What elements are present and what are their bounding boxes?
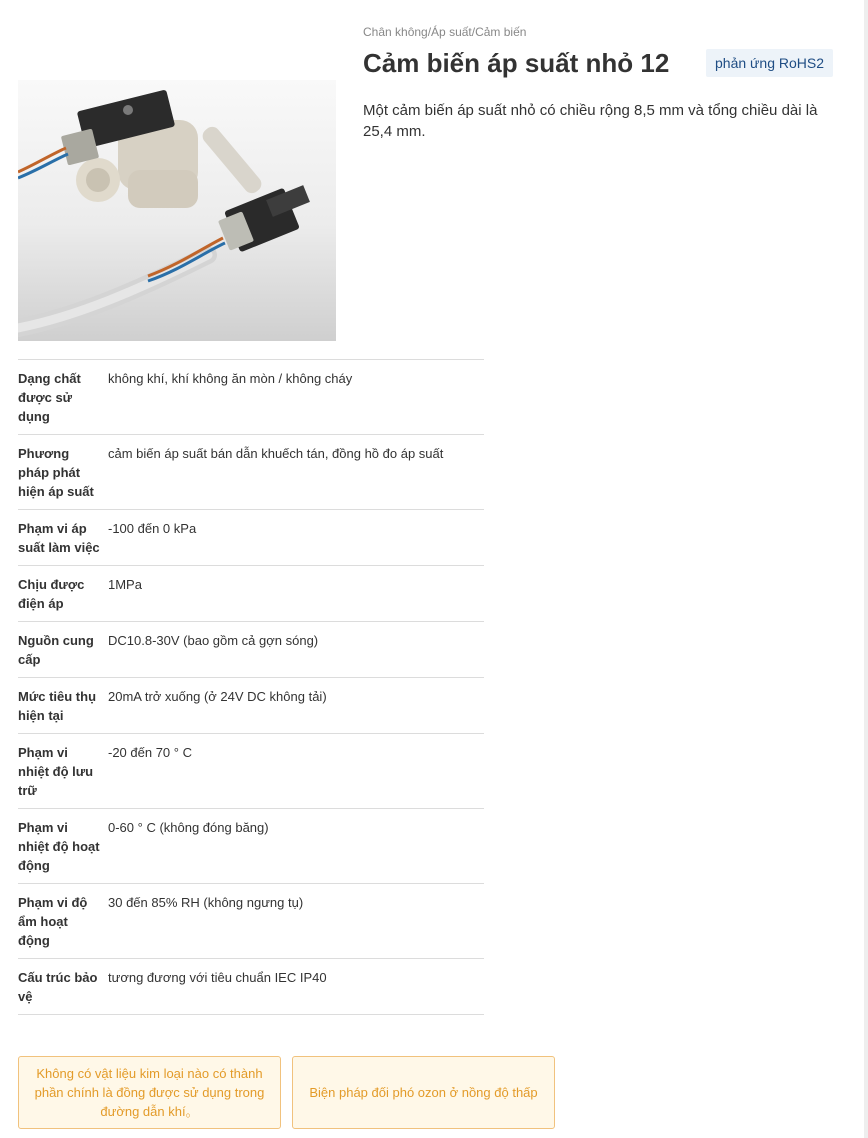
spec-value: -20 đến 70 ° C — [108, 734, 484, 809]
spec-row — [18, 622, 484, 678]
spec-label: Phạm vi độ ẩm hoạt động — [18, 884, 108, 959]
feature-card-copper-free[interactable]: Không có vật liệu kim loại nào có thành phần chính là đồng được sử dụng trong đường dẫn khí。 — [18, 1056, 281, 1129]
spec-row — [18, 678, 484, 734]
title-row — [363, 44, 833, 82]
breadcrumb[interactable]: Chân không/Áp suất/Cảm biến — [363, 25, 527, 39]
spec-row — [18, 884, 484, 959]
page-title: Cảm biến áp suất nhỏ 12 — [363, 48, 670, 78]
spec-label: Phạm vi áp suất làm việc — [18, 510, 108, 566]
spec-row — [18, 566, 484, 622]
spec-row — [18, 959, 484, 1015]
spec-value: 0-60 ° C (không đóng băng) — [108, 809, 484, 884]
spec-value: cảm biến áp suất bán dẫn khuếch tán, đồng hồ đo áp suất — [108, 435, 484, 510]
product-description: Một cảm biến áp suất nhỏ có chiều rộng 8,5 mm và tổng chiều dài là 25,4 mm. — [363, 102, 818, 140]
scrollbar-track[interactable] — [864, 0, 868, 1138]
spec-table — [18, 359, 484, 1015]
spec-value: DC10.8-30V (bao gồm cả gợn sóng) — [108, 622, 484, 678]
spec-label: Dạng chất được sử dụng — [18, 360, 108, 435]
rohs-badge: phản ứng RoHS2 — [706, 49, 833, 77]
spec-label: Nguồn cung cấp — [18, 622, 108, 678]
spec-value: không khí, khí không ăn mòn / không cháy — [108, 360, 484, 435]
spec-label: Chịu được điện áp — [18, 566, 108, 622]
spec-value: 20mA trở xuống (ở 24V DC không tải) — [108, 678, 484, 734]
spec-value: -100 đến 0 kPa — [108, 510, 484, 566]
spec-row — [18, 435, 484, 510]
spec-row — [18, 360, 484, 435]
product-image — [18, 80, 336, 341]
spec-value: 1MPa — [108, 566, 484, 622]
spec-label: Phương pháp phát hiện áp suất — [18, 435, 108, 510]
product-header — [363, 20, 833, 142]
spec-label: Phạm vi nhiệt độ lưu trữ — [18, 734, 108, 809]
spec-row — [18, 809, 484, 884]
feature-list — [18, 1056, 555, 1129]
spec-label: Mức tiêu thụ hiện tại — [18, 678, 108, 734]
spec-value: 30 đến 85% RH (không ngưng tụ) — [108, 884, 484, 959]
feature-card-ozone[interactable]: Biện pháp đối phó ozon ở nồng độ thấp — [292, 1056, 555, 1129]
spec-label: Phạm vi nhiệt độ hoạt động — [18, 809, 108, 884]
spec-row — [18, 510, 484, 566]
spec-label: Cấu trúc bảo vệ — [18, 959, 108, 1015]
spec-row — [18, 734, 484, 809]
spec-value: tương đương với tiêu chuẩn IEC IP40 — [108, 959, 484, 1015]
